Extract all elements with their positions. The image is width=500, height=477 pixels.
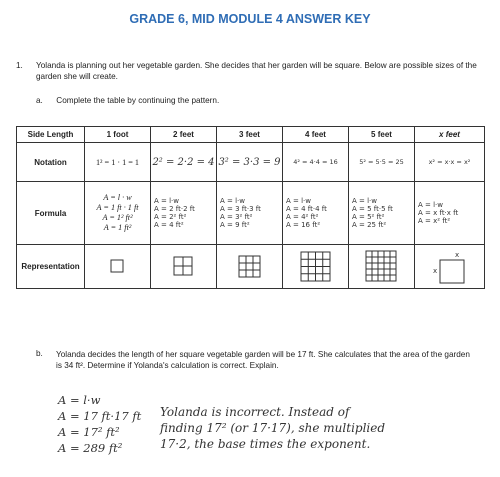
row-label-notation: Notation (17, 143, 85, 182)
pattern-table (16, 126, 485, 289)
grid-4x4 (300, 251, 332, 283)
part-b-text: Yolanda decides the length of her square vegetable garden will be 17 ft. She calculates that the area of the garden is 34 ft². Determine if Yolanda's calculation is correct. Explain. (56, 350, 470, 370)
representation-cell-3 (217, 245, 283, 289)
header-side-length: Side Length (17, 127, 85, 143)
grid-1x1 (110, 259, 126, 275)
formula-cell-3 (217, 182, 283, 245)
header-col-4: 4 feet (283, 127, 349, 143)
notation-cell-x: x² = x·x = x² (415, 143, 485, 182)
x-label-left: x (432, 266, 437, 275)
explanation-line: finding 17² (or 17·17), she multiplied (160, 421, 386, 435)
representation-cell-x (415, 245, 485, 289)
row-label-formula: Formula (17, 182, 85, 245)
grid-2x2 (173, 256, 195, 278)
work-line: A = 17² ft² (58, 425, 120, 439)
formula-line: A = 2² ft² (154, 213, 187, 221)
formula-line: A = 5² ft² (352, 213, 385, 221)
formula-line: A = 4 ft² (154, 221, 184, 229)
part-b-work (58, 392, 141, 456)
formula-line: A = 25 ft² (352, 221, 387, 229)
header-col-2: 2 feet (151, 127, 217, 143)
formula-cell-2 (151, 182, 217, 245)
explanation-line: 17·2, the base times the exponent. (160, 437, 371, 451)
formula-line: A = l·w (220, 197, 245, 205)
part-b-explanation (160, 404, 460, 452)
table-row-formula (17, 182, 485, 245)
notation-cell-1: 1² = 1 · 1 = 1 (85, 143, 151, 182)
grid-x (430, 249, 470, 285)
formula-line: A = 3² ft² (220, 213, 253, 221)
table-row-representation (17, 245, 485, 289)
header-col-5: 5 feet (349, 127, 415, 143)
representation-cell-2 (151, 245, 217, 289)
formula-line: A = l·w (154, 197, 179, 205)
formula-line: A = x ft·x ft (418, 209, 459, 217)
notation-cell-4: 4² = 4·4 = 16 (283, 143, 349, 182)
formula-cell-5 (349, 182, 415, 245)
table-row-notation (17, 143, 485, 182)
notation-cell-2: 2² = 2·2 = 4 (151, 143, 217, 182)
formula-line: A = 2 ft·2 ft (154, 205, 195, 213)
table-header-row (17, 127, 485, 143)
formula-line: A = 1 ft · 1 ft (96, 203, 139, 212)
formula-line: A = 4² ft² (286, 213, 319, 221)
part-b-label: b. (36, 349, 43, 358)
part-a (36, 96, 219, 105)
question-1 (16, 60, 478, 82)
representation-cell-4 (283, 245, 349, 289)
notation-cell-5: 5² = 5·5 = 25 (349, 143, 415, 182)
work-line: A = 17 ft·17 ft (58, 409, 142, 423)
formula-line: A = 5 ft·5 ft (352, 205, 393, 213)
question-text: Yolanda is planning out her vegetable garden. She decides that her garden will be square. Below are possible sizes of the garden she will create. (36, 61, 477, 81)
formula-line: A = l·w (286, 197, 311, 205)
representation-cell-5 (349, 245, 415, 289)
header-col-x: x feet (415, 127, 485, 143)
header-col-3: 3 feet (217, 127, 283, 143)
explanation-line: Yolanda is incorrect. Instead of (160, 405, 350, 419)
formula-line: A = 4 ft·4 ft (286, 205, 327, 213)
formula-line: A = 9 ft² (220, 221, 250, 229)
formula-line: A = 16 ft² (286, 221, 321, 229)
formula-cell-1 (85, 182, 151, 245)
formula-line: A = x² ft² (418, 217, 451, 225)
x-label-top: x (454, 250, 459, 259)
page-title: GRADE 6, MID MODULE 4 ANSWER KEY (129, 12, 371, 26)
work-line: A = 289 ft² (58, 441, 123, 455)
formula-cell-x (415, 182, 485, 245)
formula-line: A = 1 ft² (103, 223, 132, 232)
formula-line: A = l·w (418, 201, 443, 209)
formula-line: A = 1² ft² (102, 213, 133, 222)
part-a-label: a. (36, 96, 43, 105)
formula-cell-4 (283, 182, 349, 245)
question-number: 1. (16, 61, 23, 70)
formula-line: A = 3 ft·3 ft (220, 205, 261, 213)
representation-cell-1 (85, 245, 151, 289)
part-a-text: Complete the table by continuing the pattern. (56, 96, 220, 105)
header-col-1: 1 foot (85, 127, 151, 143)
formula-line: A = l · w (103, 193, 132, 202)
notation-cell-3: 3² = 3·3 = 9 (217, 143, 283, 182)
work-line: A = l·w (58, 393, 101, 407)
row-label-representation: Representation (17, 245, 85, 289)
grid-3x3 (238, 255, 262, 279)
formula-line: A = l·w (352, 197, 377, 205)
grid-5x5 (365, 250, 398, 283)
